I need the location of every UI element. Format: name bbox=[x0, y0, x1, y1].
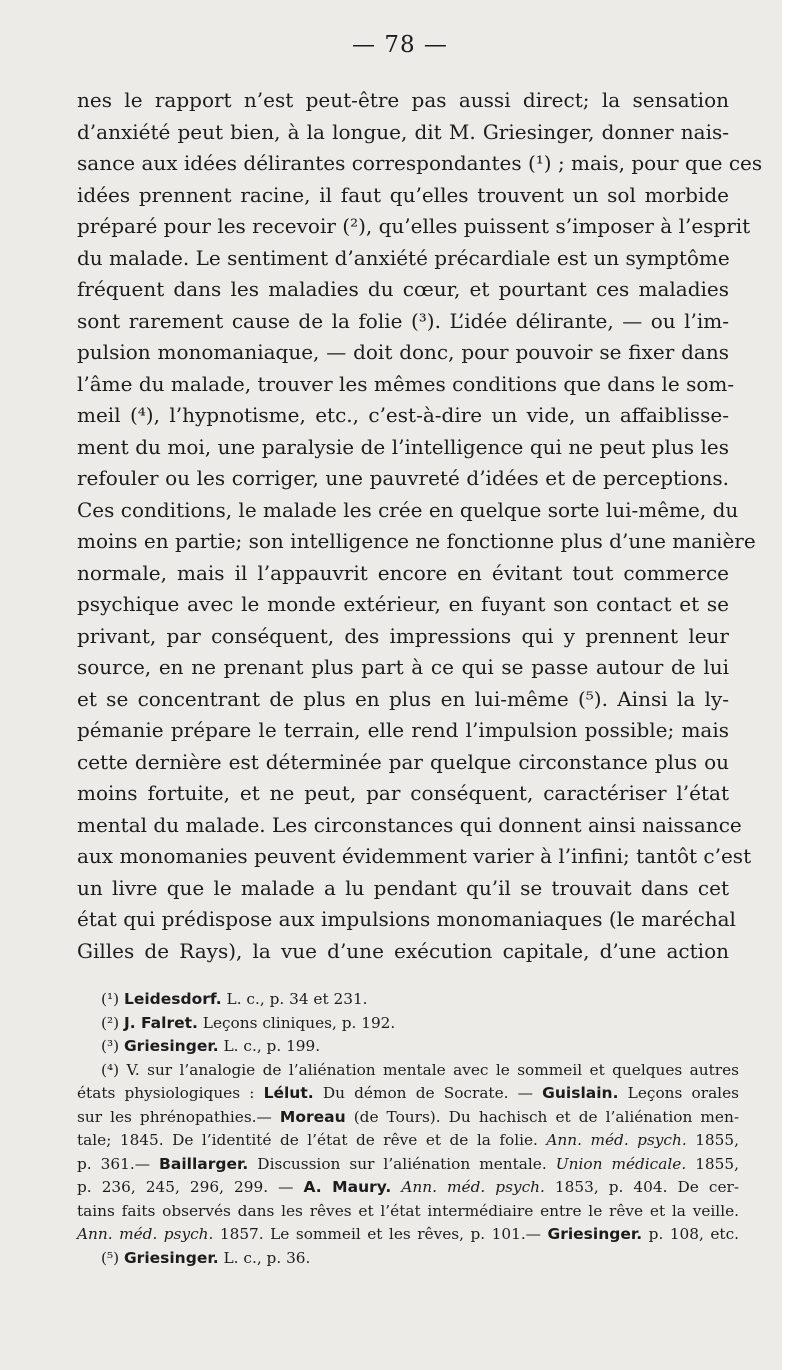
text-line: refouler ou les corriger, une pauvreté d’idées et de perceptions. bbox=[77, 466, 729, 490]
footnote-author: J. Falret. bbox=[123, 1013, 198, 1032]
footnote-number: (⁵) bbox=[101, 1248, 120, 1267]
footnote-number: (¹) bbox=[101, 990, 120, 1008]
footnote-author: Baillarger. bbox=[159, 1154, 249, 1173]
text-line: état qui prédispose aux impulsions monomaniaques (le maréchal bbox=[77, 907, 736, 931]
journal-title: Union médicale. bbox=[555, 1154, 687, 1173]
footnote-1 bbox=[77, 988, 739, 1012]
text-line: ment du moi, une paralysie de l’intelligence qui ne peut plus les bbox=[77, 434, 729, 459]
text-line: un livre que le malade a lu pendant qu’il se trouvait dans cet bbox=[77, 875, 729, 900]
footnote-author: Guislain. bbox=[542, 1084, 619, 1102]
footnote-3 bbox=[77, 1035, 739, 1059]
text-line: cette dernière est déterminée par quelque circonstance plus ou bbox=[77, 749, 729, 774]
footnote-text: 1855, bbox=[686, 1154, 739, 1173]
text-line: d’anxiété peut bien, à la longue, dit M. Griesinger, donner nais- bbox=[77, 119, 729, 144]
text-line: source, en ne prenant plus part à ce qui se passe autour de lui bbox=[77, 655, 729, 679]
footnote-author: Lélut. bbox=[263, 1084, 314, 1102]
footnote-number: (³) bbox=[101, 1037, 120, 1055]
text-line: fréquent dans les maladies du cœur, et pourtant ces maladies bbox=[77, 277, 729, 301]
footnote-4-line: (⁴) V. sur l’analogie de l’aliénation mentale avec le sommeil et quelques autres bbox=[101, 1060, 739, 1079]
text-line: privant, par conséquent, des impressions qui y prennent leur bbox=[77, 623, 729, 648]
footnote-text: 1853, p. 404. De cer- bbox=[544, 1178, 739, 1196]
footnote-text: p. 108, etc. bbox=[642, 1225, 739, 1243]
footnote-4-line bbox=[77, 1082, 739, 1106]
footnote-text: 1857. Le sommeil et les rêves, p. 101.— bbox=[213, 1225, 548, 1243]
text-line: meil (⁴), l’hypnotisme, etc., c’est-à-dire un vide, un affaiblisse- bbox=[77, 403, 729, 427]
main-text bbox=[77, 85, 763, 967]
journal-title: Ann. méd. psych. bbox=[77, 1225, 214, 1243]
text-line: moins en partie; son intelligence ne fonctionne plus d’une manière bbox=[77, 529, 756, 553]
footnote-author: Griesinger. bbox=[123, 1037, 219, 1055]
text-line: psychique avec le monde extérieur, en fuyant son contact et se bbox=[77, 592, 729, 616]
footnotes bbox=[77, 988, 739, 1270]
footnote-4-line bbox=[77, 1153, 739, 1177]
text-line: sance aux idées délirantes correspondantes (¹) ; mais, pour que ces bbox=[77, 151, 763, 175]
text-line: aux monomanies peuvent évidemment varier à l’infini; tantôt c’est bbox=[77, 844, 752, 868]
text-line: sont rarement cause de la folie (³). L’idée délirante, — ou l’im- bbox=[77, 308, 729, 333]
text-line: normale, mais il l’appauvrit encore en évitant tout commerce bbox=[77, 560, 729, 585]
text-line: pémanie prépare le terrain, elle rend l’impulsion possible; mais bbox=[77, 718, 729, 742]
journal-title: Ann. méd. psych. bbox=[546, 1131, 687, 1149]
footnote-5 bbox=[77, 1247, 739, 1271]
footnote-4-line bbox=[77, 1223, 739, 1247]
text-line: idées prennent racine, il faut qu’elles trouvent un sol morbide bbox=[77, 182, 729, 207]
footnote-4-line bbox=[77, 1176, 739, 1200]
footnote-text: Leçons cliniques, p. 192. bbox=[197, 1013, 396, 1032]
text-line: pulsion monomaniaque, — doit donc, pour pouvoir se fixer dans bbox=[77, 340, 729, 364]
footnote-author: Leidesdorf. bbox=[123, 990, 222, 1008]
footnote-2 bbox=[77, 1012, 739, 1036]
footnote-4-line bbox=[77, 1106, 739, 1130]
text-line: et se concentrant de plus en plus en lui-même (⁵). Ainsi la ly- bbox=[77, 686, 729, 711]
footnote-text: L. c., p. 199. bbox=[218, 1037, 321, 1055]
text-line: Gilles de Rays), la vue d’une exécution capitale, d’une action bbox=[77, 938, 729, 963]
footnote-text: états physiologiques : bbox=[77, 1084, 264, 1102]
text-line: mental du malade. Les circonstances qui donnent ainsi naissance bbox=[77, 812, 742, 837]
footnote-text: L. c., p. 34 et 231. bbox=[221, 990, 368, 1008]
text-line: moins fortuite, et ne peut, par conséquent, caractériser l’état bbox=[77, 781, 729, 805]
footnote-author: Griesinger. bbox=[123, 1248, 219, 1267]
journal-title: Ann. méd. psych. bbox=[401, 1178, 545, 1196]
footnote-text: Leçons orales bbox=[618, 1084, 739, 1102]
footnote-text: Du démon de Socrate. — bbox=[313, 1084, 543, 1102]
text-line: nes le rapport n’est peut-être pas aussi direct; la sensation bbox=[77, 88, 729, 112]
footnote-text: (de Tours). Du hachisch et de l’aliénation men- bbox=[345, 1107, 739, 1126]
page-number: — 78 — bbox=[352, 32, 448, 58]
footnote-author: Moreau bbox=[279, 1107, 346, 1126]
footnote-author: A. Maury. bbox=[303, 1178, 392, 1196]
footnote-author: Griesinger. bbox=[547, 1225, 643, 1243]
footnote-number: (²) bbox=[101, 1013, 120, 1032]
text-line: l’âme du malade, trouver les mêmes conditions que dans le som- bbox=[77, 371, 735, 396]
footnote-text: tale; 1845. De l’identité de l’état de rêve et de la folie. bbox=[77, 1131, 547, 1149]
footnote-text: Discussion sur l’aliénation mentale. bbox=[248, 1154, 556, 1173]
text-line: préparé pour les recevoir (²), qu’elles puissent s’imposer à l’esprit bbox=[77, 214, 751, 238]
footnote-4-line: tains faits observés dans les rêves et l’état intermédiaire entre le rêve et la veille. bbox=[77, 1201, 739, 1220]
footnote-text: p. 236, 245, 296, 299. — bbox=[77, 1178, 304, 1196]
text-line: du malade. Le sentiment d’anxiété précardiale est un symptôme bbox=[77, 245, 730, 270]
footnote-text: p. 361.— bbox=[77, 1154, 160, 1173]
footnote-4-line bbox=[77, 1129, 739, 1153]
footnote-text: L. c., p. 36. bbox=[218, 1248, 311, 1267]
scan-margin bbox=[782, 0, 800, 1370]
footnote-text bbox=[391, 1178, 401, 1196]
footnote-text: 1855, bbox=[686, 1131, 739, 1149]
footnote-text: sur les phrénopathies.— bbox=[77, 1107, 280, 1126]
text-line: Ces conditions, le malade les crée en quelque sorte lui-même, du bbox=[77, 497, 739, 522]
